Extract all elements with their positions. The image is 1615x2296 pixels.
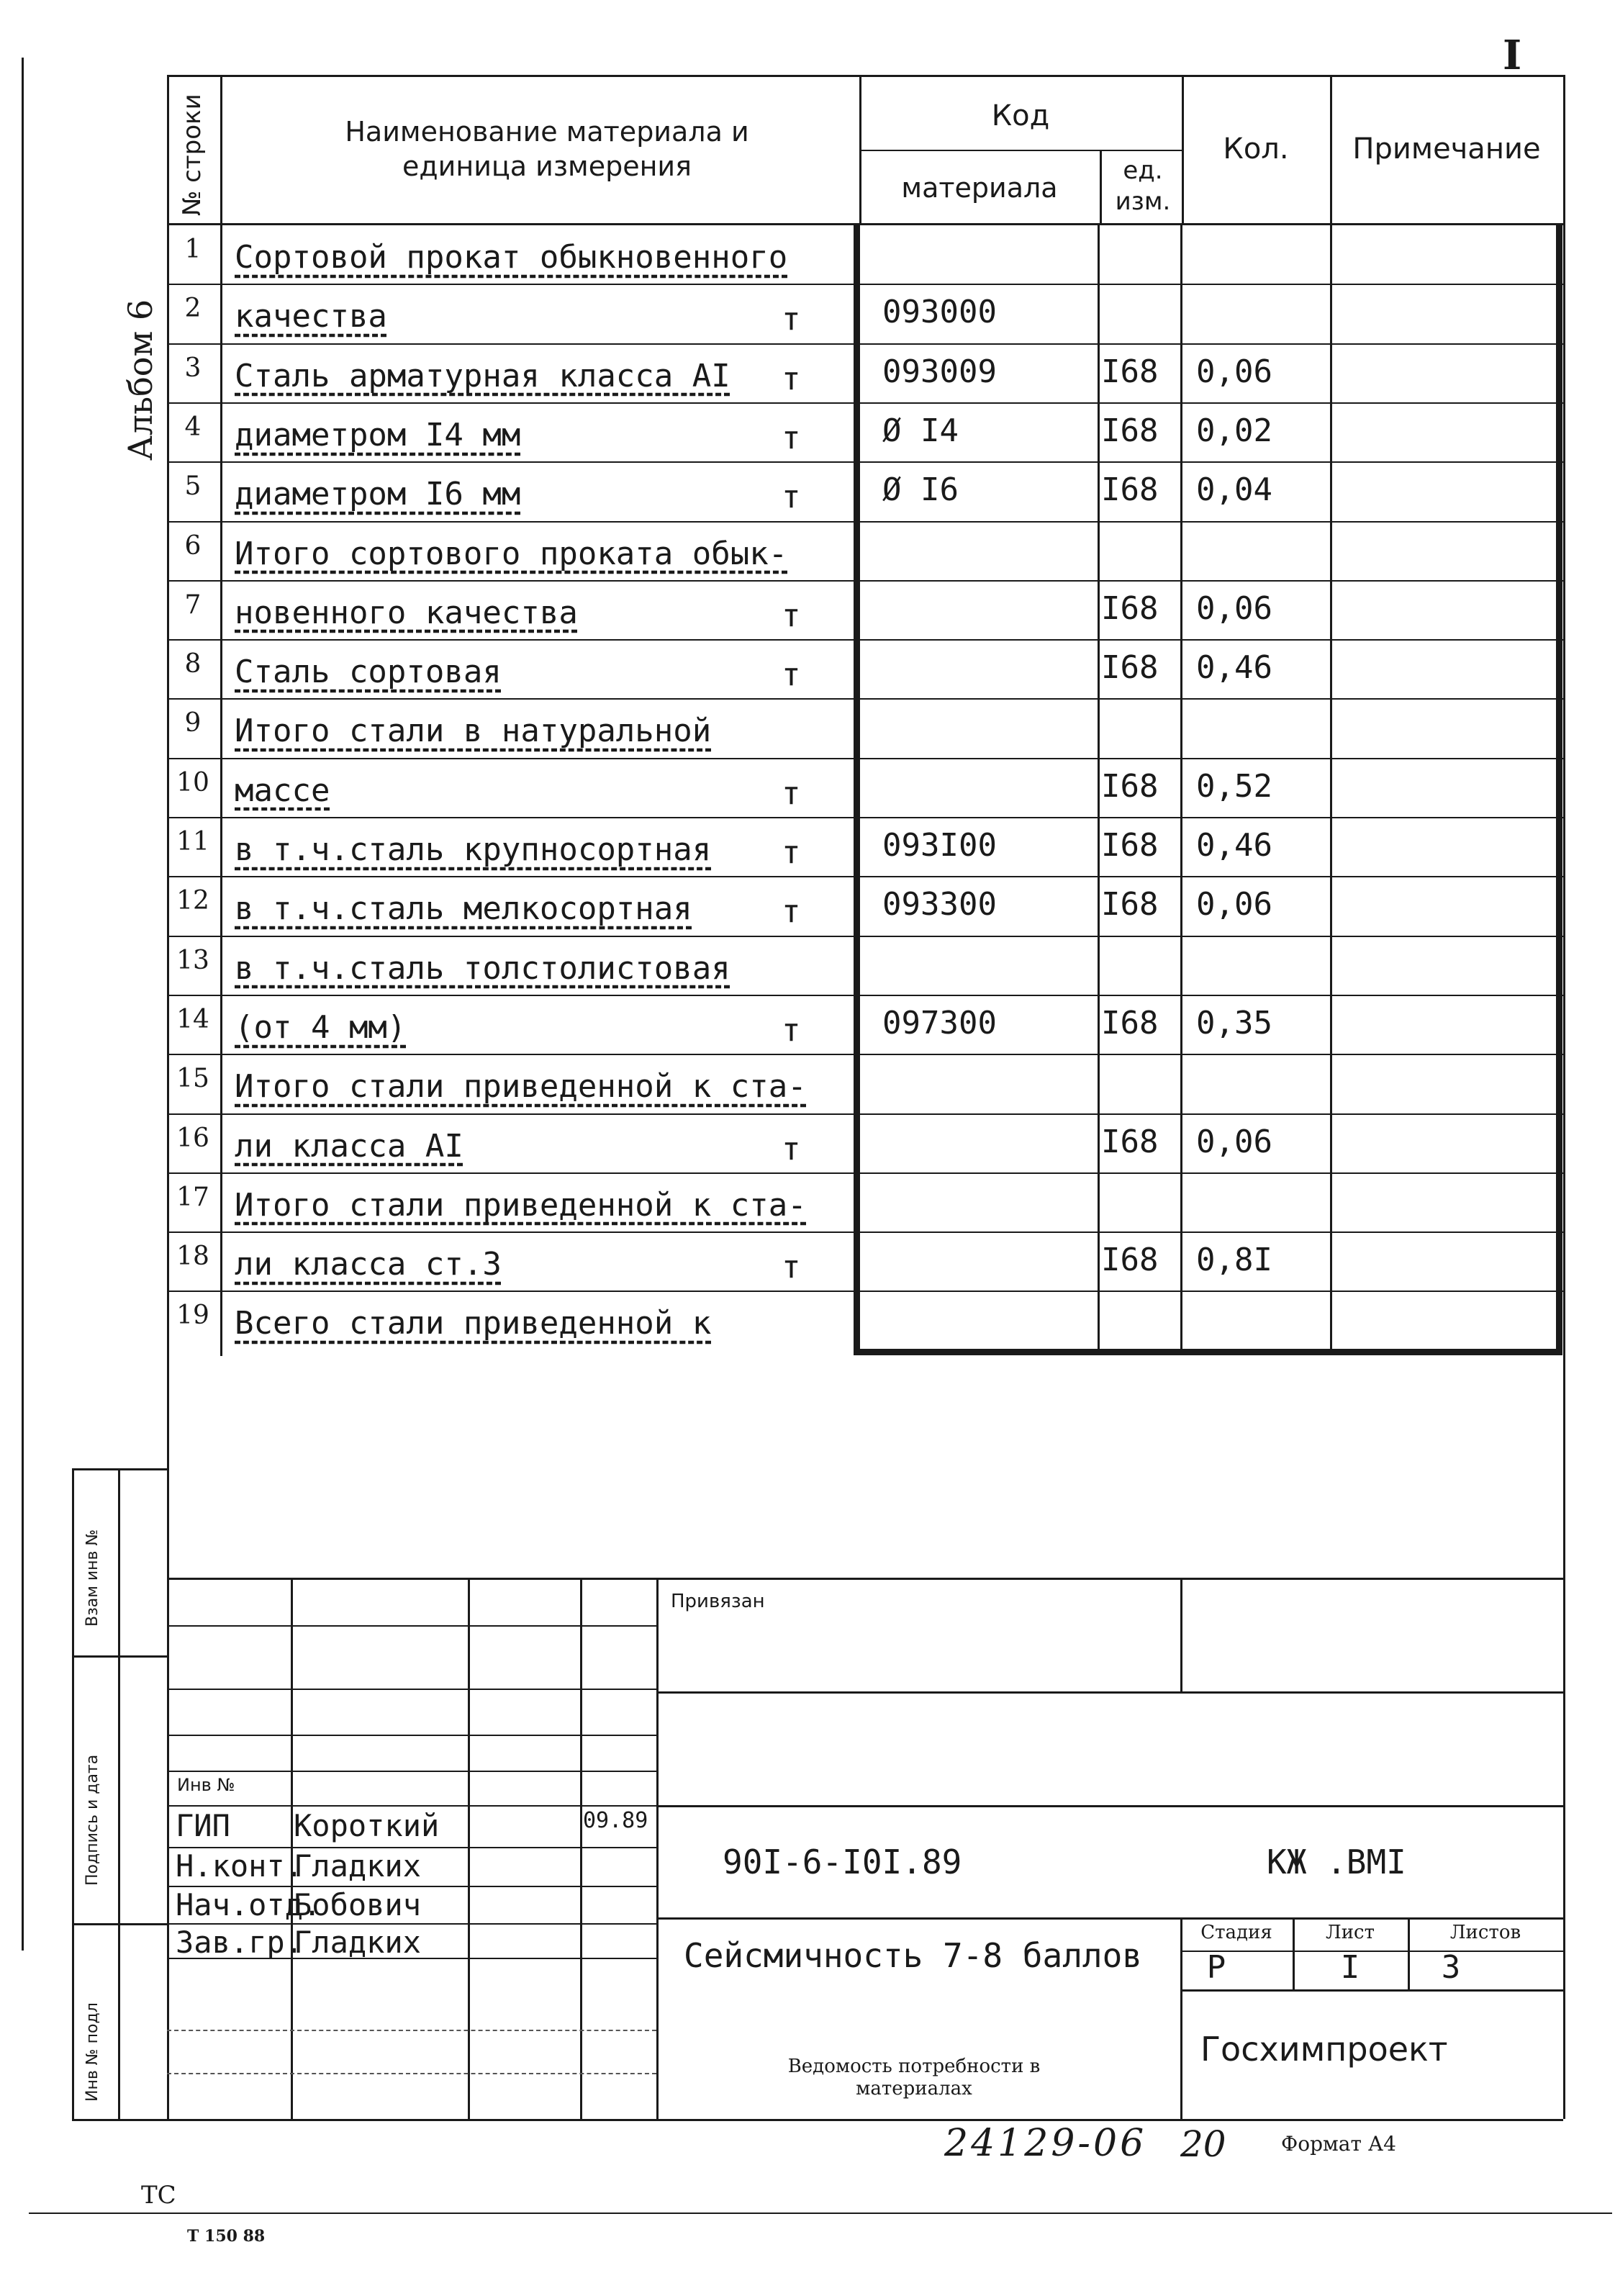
row-unit-code: I68 (1101, 886, 1159, 923)
sheet-label: Лист (1326, 1922, 1375, 1943)
signature-name: Короткий (294, 1808, 440, 1843)
row-number: 4 (184, 412, 202, 442)
row-qty: 0,35 (1196, 1004, 1272, 1041)
header-qty: Кол. (1223, 132, 1289, 166)
row-name: в т.ч.сталь крупносортная (235, 831, 712, 868)
header-row-no: № строки (178, 94, 207, 216)
row-unit-code: I68 (1101, 1242, 1159, 1279)
row-name: в т.ч.сталь толстолистовая (235, 949, 730, 987)
inv-label: Инв № подл (83, 2002, 101, 2102)
row-unit-code: I68 (1101, 412, 1159, 449)
row-qty: 0,02 (1196, 412, 1272, 449)
row-unit: т (782, 597, 801, 634)
row-number: 19 (176, 1301, 209, 1331)
row-unit: т (782, 360, 801, 397)
row-number: 15 (176, 1064, 209, 1094)
row-number: 11 (176, 827, 209, 857)
handwritten-number: 24129-06 (944, 2122, 1147, 2165)
row-unit: т (782, 656, 801, 694)
row-name: (от 4 мм) (235, 1008, 407, 1046)
row-unit: т (782, 1130, 801, 1167)
doc-title: Сейсмичность 7-8 баллов (684, 1936, 1142, 1975)
row-number: 3 (184, 353, 202, 383)
row-material-code: 093009 (882, 353, 997, 390)
row-unit-code: I68 (1101, 649, 1159, 687)
page-number: 20 (1180, 2123, 1226, 2165)
row-name: Итого сортового проката обык- (235, 535, 788, 572)
signature-name: Гладких (294, 1848, 422, 1884)
row-unit: т (782, 1011, 801, 1049)
row-number: 8 (184, 649, 202, 679)
corner-mark: I (1503, 32, 1522, 79)
row-number: 17 (176, 1182, 209, 1212)
row-unit-code: I68 (1101, 767, 1159, 805)
org-name: Госхимпроект (1200, 2030, 1448, 2069)
row-name: Сортовой прокат обыкновенного (235, 239, 788, 276)
row-unit: т (782, 774, 801, 812)
row-number: 10 (176, 767, 209, 797)
row-unit-code: I68 (1101, 589, 1159, 627)
row-unit: т (782, 1249, 801, 1286)
signature-name: Гладких (294, 1925, 422, 1960)
podpis-label: Подпись и дата (83, 1754, 101, 1886)
row-name: в т.ч.сталь мелкосортная (235, 890, 692, 928)
row-name: Итого стали приведенной к ста- (235, 1068, 807, 1106)
row-number: 7 (184, 589, 202, 620)
header-note: Примечание (1352, 132, 1541, 166)
row-qty: 0,06 (1196, 589, 1272, 627)
header-name: Наименование материала и единица измерения (345, 116, 749, 182)
row-number: 18 (176, 1242, 209, 1272)
row-name: Всего стали приведенной к (235, 1305, 712, 1342)
row-material-code: Ø I4 (882, 412, 959, 449)
row-material-code: Ø I6 (882, 471, 959, 509)
row-qty: 0,04 (1196, 471, 1272, 509)
row-material-code: 093I00 (882, 827, 997, 864)
format-label: Формат А4 (1281, 2132, 1396, 2156)
row-qty: 0,06 (1196, 1123, 1272, 1160)
stage-value: Р (1206, 1949, 1226, 1986)
row-name: Сталь сортовая (235, 654, 502, 691)
stage-label: Стадия (1200, 1922, 1272, 1943)
row-number: 9 (184, 708, 202, 738)
row-number: 6 (184, 530, 202, 561)
row-number: 13 (176, 945, 209, 975)
inv-no-label: Инв № (177, 1775, 235, 1795)
row-name: диаметром I4 мм (235, 416, 521, 453)
row-number: 12 (176, 886, 209, 916)
row-qty: 0,46 (1196, 827, 1272, 864)
row-material-code: 097300 (882, 1004, 997, 1041)
row-unit-code: I68 (1101, 1123, 1159, 1160)
signature-role: Зав.гр. (176, 1925, 304, 1960)
row-number: 1 (184, 235, 202, 264)
vzam-label: Взам инв № (83, 1529, 101, 1627)
row-name: Сталь арматурная класса AI (235, 357, 730, 394)
row-unit: т (782, 893, 801, 931)
header-unit: ед. изм. (1115, 156, 1171, 216)
row-qty: 0,06 (1196, 886, 1272, 923)
row-unit: т (782, 301, 801, 338)
t-code: Т 150 88 (187, 2227, 266, 2246)
signature-role: Нач.отд. (176, 1887, 322, 1922)
privyazan-label: Привязан (671, 1591, 765, 1612)
row-name: ли класса ст.3 (235, 1246, 502, 1283)
header-code: Код (991, 99, 1050, 132)
row-number: 2 (184, 294, 202, 324)
doc-subtitle: Ведомость потребности в материалах (787, 2056, 1041, 2100)
row-name: Итого стали в натуральной (235, 713, 712, 750)
row-qty: 0,06 (1196, 353, 1272, 390)
doc-code: 90I-6-I0I.89 (723, 1843, 962, 1881)
tc-label: ТС (141, 2181, 176, 2210)
row-name: качества (235, 298, 387, 335)
sheets-label: Листов (1449, 1922, 1521, 1943)
row-name: новенного качества (235, 594, 578, 631)
page-margin-line (22, 58, 24, 1951)
row-qty: 0,8I (1196, 1242, 1272, 1279)
signature-role: ГИП (176, 1808, 230, 1843)
row-unit-code: I68 (1101, 471, 1159, 509)
doc-mark: КЖ .ВМI (1267, 1843, 1406, 1881)
row-qty: 0,46 (1196, 649, 1272, 687)
row-unit: т (782, 479, 801, 516)
row-name: ли класса AI (235, 1127, 463, 1165)
header-material: материала (901, 172, 1058, 204)
row-material-code: 093000 (882, 294, 997, 331)
row-unit: т (782, 834, 801, 871)
sheets-value: 3 (1441, 1949, 1461, 1986)
signature-role: Н.конт. (176, 1848, 304, 1884)
row-unit: т (782, 419, 801, 456)
row-unit-code: I68 (1101, 1004, 1159, 1041)
row-material-code: 093300 (882, 886, 997, 923)
row-number: 14 (176, 1004, 209, 1034)
signature-date: 09.89 (583, 1808, 648, 1833)
row-number: 5 (184, 471, 202, 502)
row-name: Итого стали приведенной к ста- (235, 1186, 807, 1224)
row-unit-code: I68 (1101, 827, 1159, 864)
sheet-value: I (1340, 1949, 1360, 1986)
album-label: Альбом 6 (121, 299, 160, 461)
row-qty: 0,52 (1196, 767, 1272, 805)
signature-name: Бобович (294, 1887, 422, 1922)
row-unit-code: I68 (1101, 353, 1159, 390)
row-name: диаметром I6 мм (235, 476, 521, 513)
row-number: 16 (176, 1123, 209, 1153)
row-name: массе (235, 772, 330, 809)
